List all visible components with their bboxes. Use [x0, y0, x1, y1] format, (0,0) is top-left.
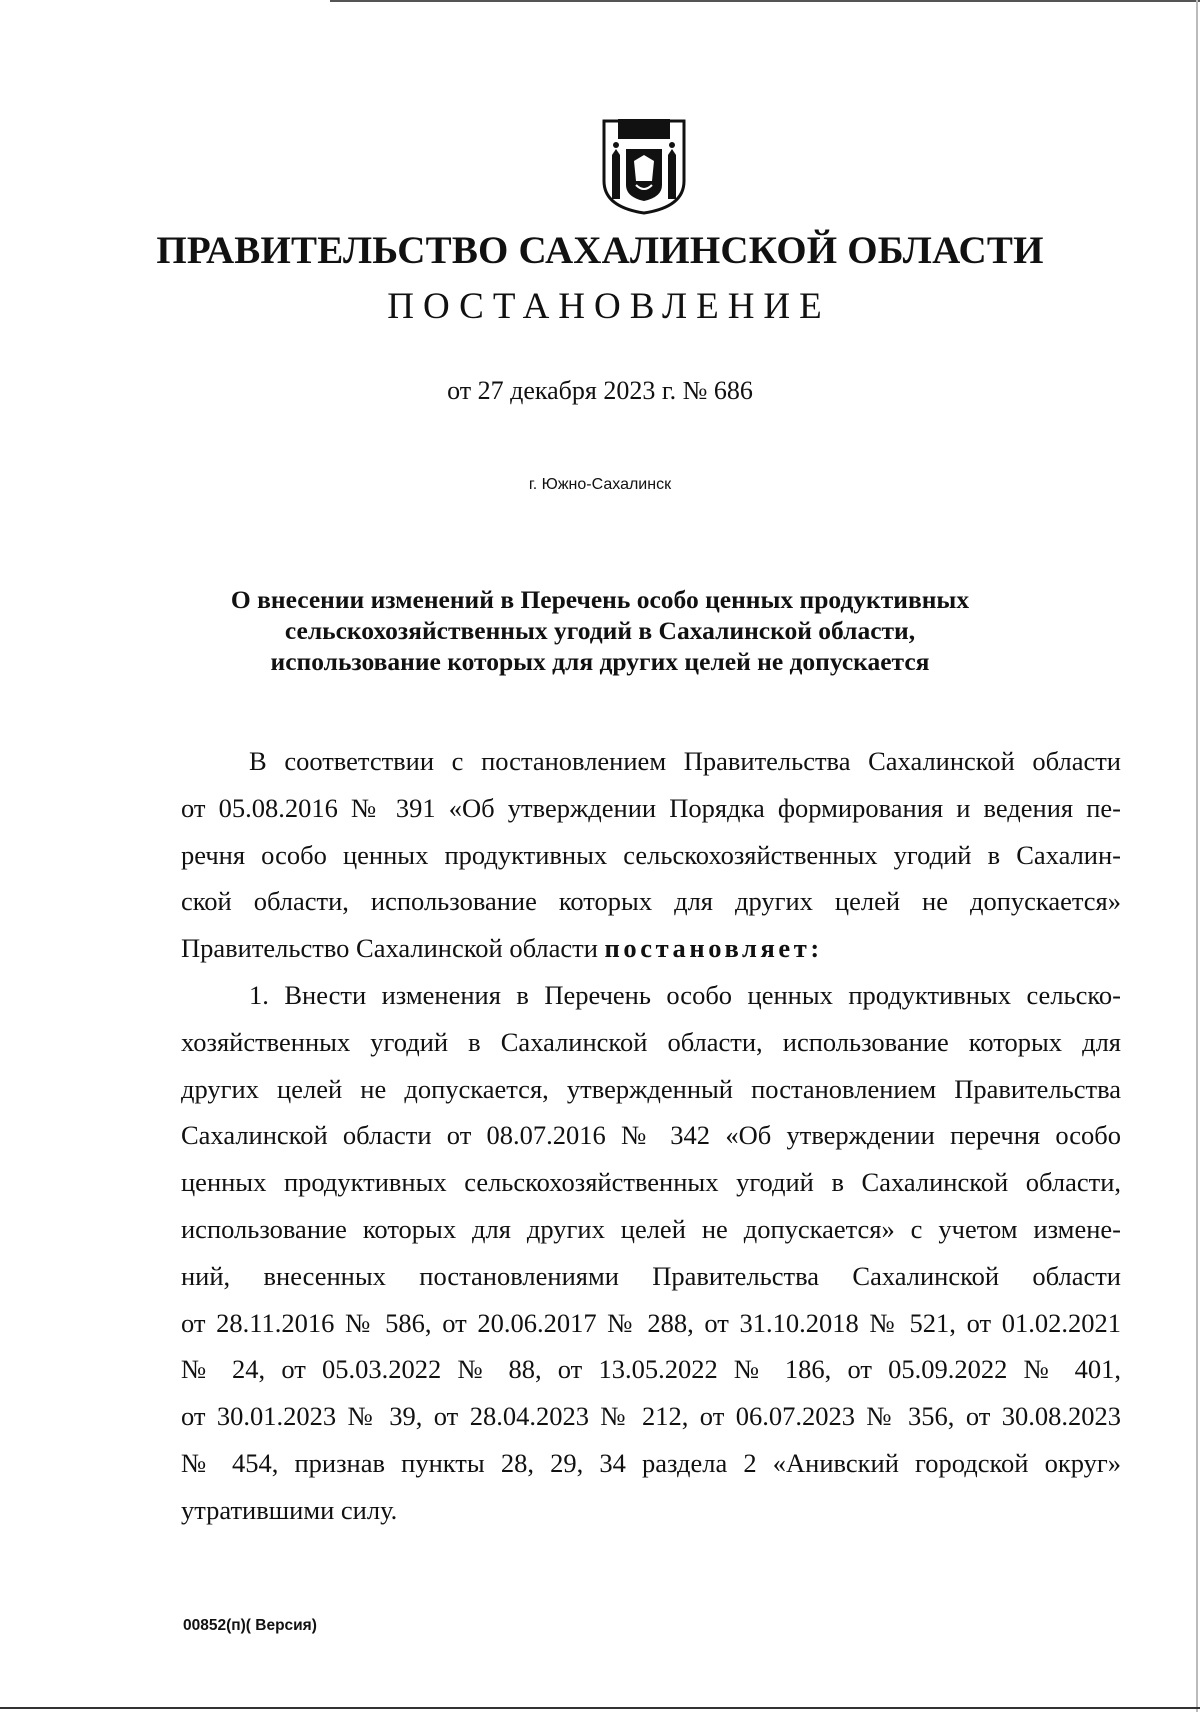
body-line: № 454, признав пункты 28, 29, 34 раздела 2 «Анивский городской округ»: [181, 1447, 1121, 1478]
document-type: ПОСТАНОВЛЕНИЕ: [387, 286, 831, 327]
body-line: использование которых для других целей не допускается» с учетом измене-: [181, 1213, 1121, 1244]
government-title: ПРАВИТЕЛЬСТВО САХАЛИНСКОЙ ОБЛАСТИ: [156, 229, 1044, 272]
body-line: от 05.08.2016 № 391 «Об утверждении Порядка формирования и ведения пе-: [181, 792, 1121, 823]
document-version-code: 00852(п)( Версия): [183, 1617, 317, 1634]
document-city: г. Южно-Сахалинск: [528, 476, 672, 493]
subject-line: О внесении изменений в Перечень особо ценных продуктивных: [230, 585, 970, 614]
scan-edge-bottom: [0, 1707, 1200, 1709]
body-line: утратившими силу.: [181, 1494, 398, 1525]
coat-of-arms-emblem: [598, 115, 690, 215]
subject-line: использование которых для других целей не допускается: [270, 647, 930, 676]
body-line: других целей не допускается, утвержденный постановлением Правительства: [181, 1073, 1121, 1104]
body-line: речня особо ценных продуктивных сельскохозяйственных угодий в Сахалин-: [181, 839, 1121, 870]
body-line: от 28.11.2016 № 586, от 20.06.2017 № 288, от 31.10.2018 № 521, от 01.02.2021: [181, 1307, 1121, 1338]
body-line: Сахалинской области от 08.07.2016 № 342 «Об утверждении перечня особо: [181, 1120, 1121, 1151]
body-line: В соответствии с постановлением Правительства Сахалинской области: [249, 746, 1121, 776]
subject-line: сельскохозяйственных угодий в Сахалинской области,: [284, 616, 916, 645]
body-line: ценных продуктивных сельскохозяйственных угодий в Сахалинской области,: [181, 1167, 1121, 1198]
resolution-lead-text: Правительство Сахалинской области: [181, 933, 605, 964]
body-line: № 24, от 05.03.2022 № 88, от 13.05.2022 № 186, от 05.09.2022 № 401,: [181, 1354, 1121, 1385]
document-date-number: от 27 декабря 2023 г. № 686: [447, 376, 753, 405]
scan-edge-top: [330, 0, 1200, 2]
document-body: [181, 738, 1121, 1534]
body-line: ний, внесенных постановлениями Правительства Сахалинской области: [181, 1260, 1121, 1291]
body-line: 1. Внести изменения в Перечень особо ценных продуктивных сельско-: [249, 979, 1121, 1010]
body-line: хозяйственных угодий в Сахалинской области, использование которых для: [181, 1026, 1121, 1057]
body-line: ской области, использование которых для других целей не допускается»: [181, 886, 1121, 917]
document-subject: [150, 584, 1050, 677]
body-line: от 30.01.2023 № 39, от 28.04.2023 № 212, от 06.07.2023 № 356, от 30.08.2023: [181, 1401, 1121, 1432]
body-line-resolution: [181, 925, 1121, 972]
resolution-verb: постановляет:: [604, 933, 823, 964]
